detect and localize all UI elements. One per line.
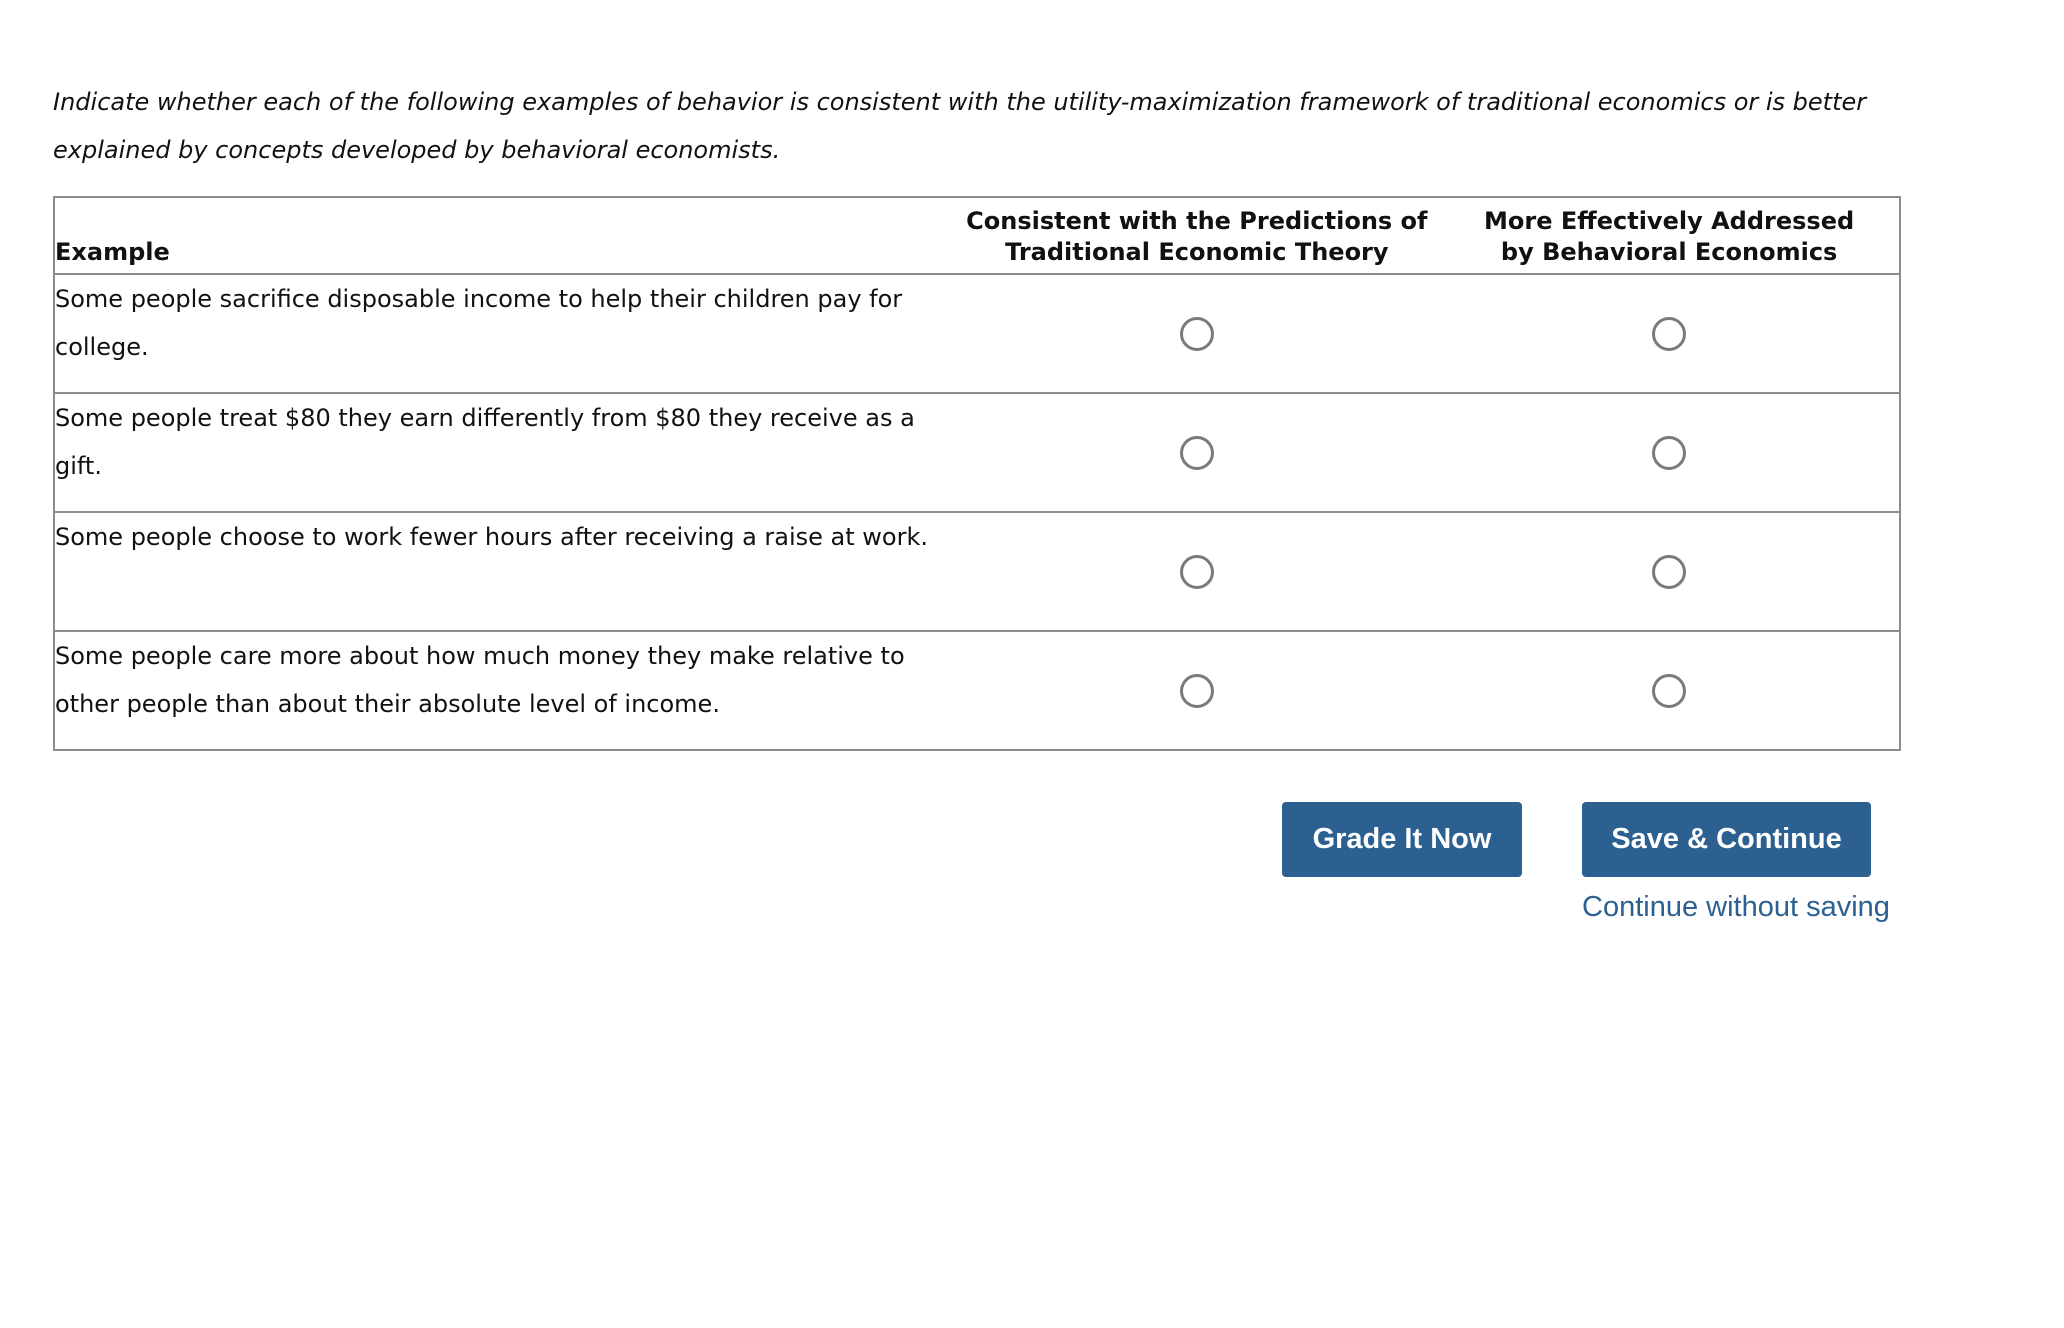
table-row: [54, 274, 1900, 393]
table-row: [54, 631, 1900, 750]
question-instructions: Indicate whether each of the following examples of behavior is consistent with the utility-maximization framework of traditional economics or is better explained by concepts developed by behavioral economists.: [53, 88, 1867, 164]
example-text: Some people sacrifice disposable income to help their children pay for college.: [54, 274, 954, 393]
radio-row1-consistent[interactable]: [1180, 317, 1214, 351]
choice-cell-consistent: [954, 631, 1439, 750]
radio-row2-behavioral[interactable]: [1652, 436, 1686, 470]
choice-cell-behavioral: [1439, 512, 1900, 631]
radio-row3-consistent[interactable]: [1180, 555, 1214, 589]
choice-cell-consistent: [954, 274, 1439, 393]
example-text: Some people choose to work fewer hours after receiving a raise at work.: [54, 512, 954, 631]
header-behavioral-line1: More Effectively Addressed: [1484, 207, 1855, 235]
table-row: [54, 393, 1900, 512]
header-consistent-line2: Traditional Economic Theory: [1005, 238, 1389, 266]
radio-row1-behavioral[interactable]: [1652, 317, 1686, 351]
grade-it-now-button[interactable]: Grade It Now: [1282, 802, 1522, 877]
header-consistent: [954, 197, 1439, 274]
choice-cell-consistent: [954, 393, 1439, 512]
radio-row3-behavioral[interactable]: [1652, 555, 1686, 589]
choice-cell-behavioral: [1439, 274, 1900, 393]
continue-without-saving-link[interactable]: Continue without saving: [1582, 891, 1890, 923]
table-row: [54, 512, 1900, 631]
choice-cell-consistent: [954, 512, 1439, 631]
choice-cell-behavioral: [1439, 631, 1900, 750]
radio-row2-consistent[interactable]: [1180, 436, 1214, 470]
save-and-continue-button[interactable]: Save & Continue: [1582, 802, 1871, 877]
header-behavioral-line2: by Behavioral Economics: [1500, 238, 1838, 266]
example-text: Some people treat $80 they earn differently from $80 they receive as a gift.: [54, 393, 954, 512]
choice-cell-behavioral: [1439, 393, 1900, 512]
header-example: Example: [54, 197, 954, 274]
radio-row4-behavioral[interactable]: [1652, 674, 1686, 708]
radio-row4-consistent[interactable]: [1180, 674, 1214, 708]
header-consistent-line1: Consistent with the Predictions of: [966, 207, 1428, 235]
question-table: [53, 196, 1901, 751]
table-header-row: [54, 197, 1900, 274]
example-text: Some people care more about how much money they make relative to other people than about their absolute level of income.: [54, 631, 954, 750]
header-behavioral: [1439, 197, 1900, 274]
